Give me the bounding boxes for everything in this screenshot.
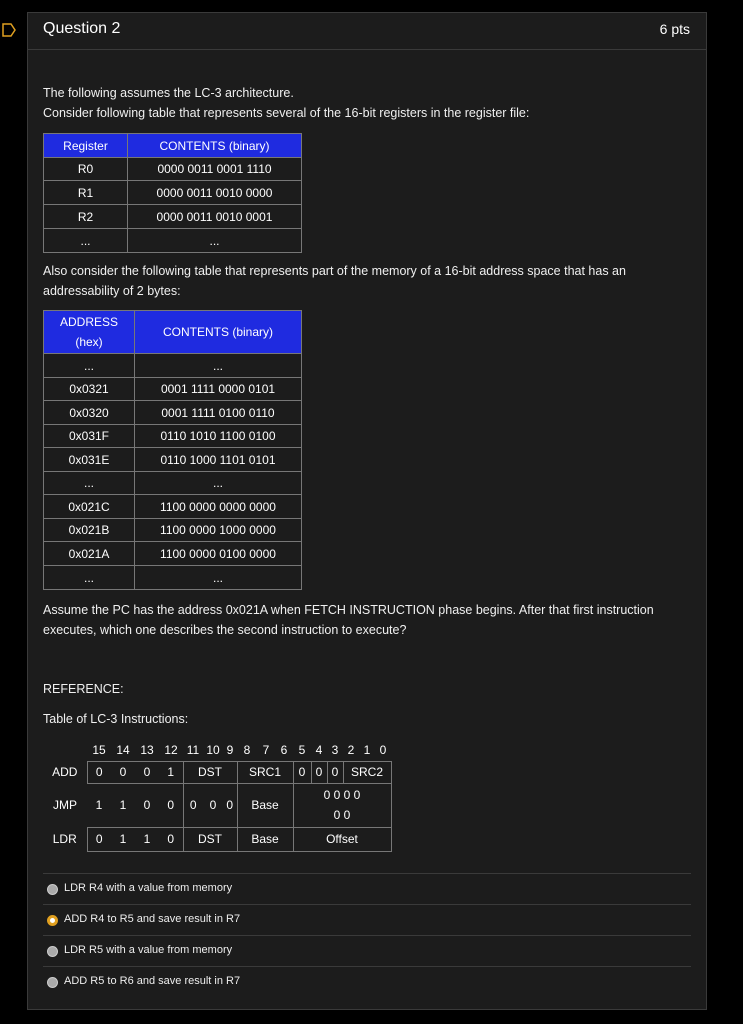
question-header [28, 13, 706, 50]
register-value: 0000 0011 0010 0001 [128, 205, 302, 229]
table-row [44, 519, 302, 542]
spacer-cell [43, 739, 87, 761]
table-row [44, 354, 302, 378]
bit-value: 0 [311, 761, 327, 783]
question-line-2: executes, which one describes the second instruction to execute? [43, 623, 407, 637]
offset-field: Offset [293, 827, 391, 851]
radio-button-selected[interactable] [47, 915, 58, 926]
zero-bits-field [293, 783, 391, 827]
bit-value: 0 [226, 798, 234, 812]
table-row [44, 495, 302, 519]
bit-index: 8 [243, 742, 251, 757]
dst-field: DST [183, 827, 237, 851]
register-name: R2 [44, 205, 128, 229]
table-row [44, 472, 302, 495]
contents-cell: ... [135, 566, 302, 590]
contents-cell: 1100 0000 0100 0000 [135, 542, 302, 566]
bit-index: 14 [116, 742, 130, 757]
instruction-reference-table [43, 739, 392, 852]
zero-bits-line-2: 0 0 [333, 808, 351, 822]
bit-index-row [43, 739, 391, 761]
bit-value: 0 [293, 761, 311, 783]
bit-index: 15 [92, 742, 106, 757]
answer-label: ADD R4 to R5 and save result in R7 [64, 913, 241, 925]
dst-field: DST [183, 761, 237, 783]
address-cell: 0x0320 [44, 401, 135, 425]
table-row [44, 542, 302, 566]
bit-value: 1 [159, 761, 183, 783]
bit-index: 7 [262, 742, 270, 757]
address-cell: 0x021B [44, 519, 135, 542]
answer-option-3[interactable] [43, 935, 691, 966]
register-value: 0000 0011 0001 1110 [128, 158, 302, 181]
register-name: R0 [44, 158, 128, 181]
reference-subtitle: Table of LC-3 Instructions: [43, 712, 189, 726]
contents-cell: 1100 0000 0000 0000 [135, 495, 302, 519]
base-field: Base [237, 827, 293, 851]
bit-value: 0 [143, 798, 151, 812]
table-row [44, 158, 302, 181]
intro-line-2: Consider following table that represents several of the 16-bit registers in the register file: [43, 106, 530, 120]
opcode-label: LDR [52, 832, 77, 846]
table-row [44, 566, 302, 590]
bit-value: 1 [95, 798, 103, 812]
address-cell: 0x031E [44, 448, 135, 472]
answer-option-2[interactable] [43, 904, 691, 935]
bit-value: 0 [327, 761, 343, 783]
add-row [43, 761, 391, 783]
answer-option-1[interactable] [43, 873, 691, 904]
zero-bits-line-1: 0 0 0 0 [323, 788, 361, 802]
bit-index: 12 [164, 742, 178, 757]
table-row [44, 425, 302, 448]
opcode-label: JMP [53, 798, 77, 812]
reference-title: REFERENCE: [43, 682, 124, 696]
question-points: 6 pts [659, 21, 690, 37]
bookmark-flag-icon[interactable] [2, 23, 16, 37]
register-value: ... [128, 229, 302, 253]
address-header [44, 311, 135, 354]
address-cell: ... [44, 472, 135, 495]
memory-table [43, 310, 302, 590]
bit-index: 1 [363, 742, 371, 757]
bit-index: 4 [315, 742, 323, 757]
src1-field: SRC1 [237, 761, 293, 783]
bit-value: 0 [111, 761, 135, 783]
bit-value: 1 [119, 798, 127, 812]
contents-cell: 0110 1010 1100 0100 [135, 425, 302, 448]
bit-index: 6 [280, 742, 288, 757]
contents-cell: 0001 1111 0000 0101 [135, 378, 302, 401]
radio-button[interactable] [47, 946, 58, 957]
register-table [43, 133, 302, 253]
table-row [44, 401, 302, 425]
contents-cell: 1100 0000 1000 0000 [135, 519, 302, 542]
answer-label: LDR R5 with a value from memory [64, 944, 233, 956]
memory-intro-line-1: Also consider the following table that represents part of the memory of a 16-bit address space that has an [43, 264, 626, 278]
contents-cell: ... [135, 472, 302, 495]
bit-value: 1 [111, 827, 135, 851]
opcode-label: ADD [52, 765, 78, 779]
register-contents-header: CONTENTS (binary) [128, 134, 302, 158]
contents-cell: ... [135, 354, 302, 378]
question-panel [27, 12, 707, 1010]
bit-value: 0 [189, 798, 197, 812]
address-cell: ... [44, 354, 135, 378]
table-row [44, 229, 302, 253]
register-name: ... [44, 229, 128, 253]
question-line-1: Assume the PC has the address 0x021A when FETCH INSTRUCTION phase begins. After that first instruction [43, 603, 654, 617]
ldr-row [43, 827, 391, 851]
address-header-line-2: (hex) [75, 335, 103, 349]
jmp-row [43, 783, 391, 827]
intro-line-1: The following assumes the LC-3 architecture. [43, 86, 294, 100]
address-cell: 0x031F [44, 425, 135, 448]
contents-cell: 0001 1111 0100 0110 [135, 401, 302, 425]
bit-value: 0 [159, 783, 183, 827]
bit-value: 1 [135, 827, 159, 851]
answer-label: ADD R5 to R6 and save result in R7 [64, 975, 241, 987]
address-cell: 0x021A [44, 542, 135, 566]
bit-value: 0 [135, 761, 159, 783]
radio-button[interactable] [47, 884, 58, 895]
radio-button[interactable] [47, 977, 58, 988]
memory-contents-header: CONTENTS (binary) [135, 311, 302, 354]
table-row [44, 205, 302, 229]
answer-option-4[interactable] [43, 966, 691, 997]
memory-intro-line-2: addressability of 2 bytes: [43, 284, 181, 298]
register-name: R1 [44, 181, 128, 205]
table-row [44, 378, 302, 401]
answer-label: LDR R4 with a value from memory [64, 882, 233, 894]
register-header: Register [44, 134, 128, 158]
bit-value: 0 [87, 827, 111, 851]
bit-index: 10 [206, 742, 220, 757]
bit-index: 0 [379, 742, 387, 757]
address-cell: 0x021C [44, 495, 135, 519]
question-title: Question 2 [43, 20, 121, 37]
base-field: Base [237, 783, 293, 827]
bit-index: 9 [226, 742, 234, 757]
address-cell: ... [44, 566, 135, 590]
bit-index: 3 [331, 742, 339, 757]
register-value: 0000 0011 0010 0000 [128, 181, 302, 205]
bit-value: 0 [209, 798, 217, 812]
table-row [44, 181, 302, 205]
bit-value: 0 [87, 761, 111, 783]
bit-index: 11 [186, 742, 200, 757]
address-cell: 0x0321 [44, 378, 135, 401]
src2-field: SRC2 [343, 761, 391, 783]
bit-index: 13 [140, 742, 154, 757]
address-header-line-1: ADDRESS [59, 315, 118, 329]
bit-index: 2 [347, 742, 355, 757]
bit-value: 0 [159, 827, 183, 851]
bit-index: 5 [298, 742, 306, 757]
table-row [44, 448, 302, 472]
contents-cell: 0110 1000 1101 0101 [135, 448, 302, 472]
